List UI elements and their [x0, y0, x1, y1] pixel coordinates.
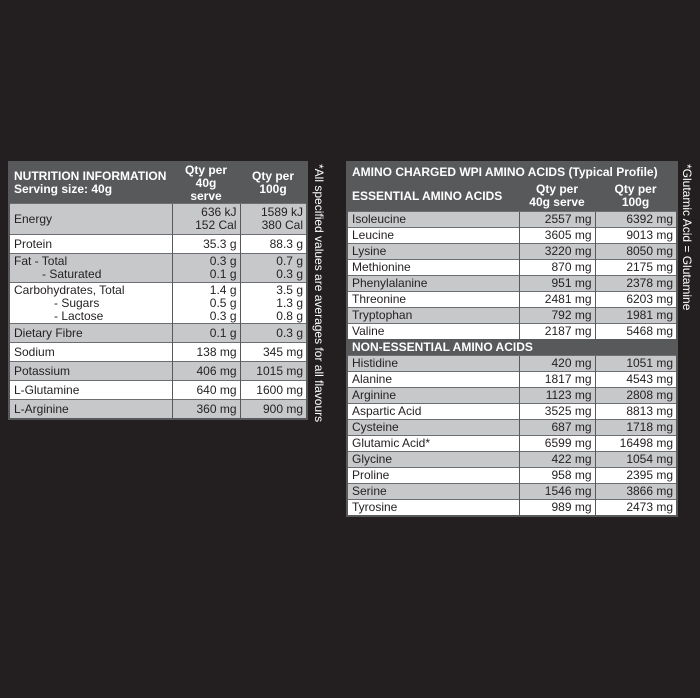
- nutrition-row: [10, 204, 306, 235]
- nutrient-per-100g: [240, 254, 306, 283]
- amino-col-per-serve-line: Qty per: [535, 182, 578, 196]
- nutrient-per-100g-line: 900 mg: [262, 401, 303, 416]
- amino-col-per-serve: [519, 181, 595, 212]
- nutrition-row: [10, 254, 306, 283]
- nutrient-name-line: Carbohydrates, Total: [14, 282, 125, 297]
- nutrient-name-stack: [14, 403, 168, 416]
- nutrition-row: [10, 343, 306, 362]
- nutrient-name-line: Energy: [14, 211, 53, 226]
- amino-row: [348, 244, 676, 260]
- nutrient-name: [10, 283, 172, 324]
- nutrient-per-serve-line: 0.3 g: [209, 308, 237, 323]
- nutrient-name-stack: [14, 384, 168, 397]
- amino-per-serve: 958 mg: [519, 468, 595, 484]
- nutrition-col-per-serve-line: 40g: [195, 175, 217, 190]
- amino-per-serve: 2557 mg: [519, 212, 595, 228]
- nutrient-name: [10, 204, 172, 235]
- nutrition-col-per-100g-line: 100g: [259, 182, 287, 196]
- amino-per-100g: 2395 mg: [595, 468, 676, 484]
- nutrient-per-100g-line: 1.3 g: [276, 295, 303, 310]
- amino-row: [348, 260, 676, 276]
- amino-table: [348, 163, 676, 515]
- amino-row: [348, 484, 676, 500]
- nutrient-per-100g: [240, 400, 306, 419]
- nutrient-per-serve: [172, 343, 240, 362]
- nutrition-row: [10, 235, 306, 254]
- amino-row: [348, 452, 676, 468]
- nutrient-per-serve-stack: [177, 284, 237, 323]
- amino-per-100g: 1051 mg: [595, 356, 676, 372]
- essential-title: ESSENTIAL AMINO ACIDS: [348, 181, 519, 212]
- nutrition-title-cell: [10, 163, 172, 204]
- nutrient-per-100g-line: 1015 mg: [256, 363, 303, 378]
- nutrition-header-row: [10, 163, 306, 204]
- nutrient-per-serve-line: 640 mg: [196, 382, 237, 397]
- nutrient-per-serve-stack: [177, 206, 237, 232]
- nutrition-row: [10, 324, 306, 343]
- amino-name: Proline: [348, 468, 519, 484]
- amino-per-serve: 3605 mg: [519, 228, 595, 244]
- amino-col-per-100g-stack: [599, 183, 672, 209]
- nutrient-per-100g: [240, 381, 306, 400]
- amino-name: Serine: [348, 484, 519, 500]
- nutrient-per-serve-stack: [177, 384, 237, 397]
- nutrient-per-100g-stack: [245, 346, 304, 359]
- amino-name: Leucine: [348, 228, 519, 244]
- nutrient-per-serve: [172, 362, 240, 381]
- amino-name: Phenylalanine: [348, 276, 519, 292]
- nutrient-per-serve-line: 1.4 g: [209, 282, 237, 297]
- nutrient-per-100g-line: 345 mg: [262, 344, 303, 359]
- nutrient-per-serve: [172, 235, 240, 254]
- nutrient-name-line: - Sugars: [54, 295, 100, 310]
- nutrition-col-per-serve-line: serve: [190, 188, 222, 203]
- amino-per-100g: 1718 mg: [595, 420, 676, 436]
- amino-name: Histidine: [348, 356, 519, 372]
- amino-name: Aspartic Acid: [348, 404, 519, 420]
- nutrient-per-serve-stack: [177, 346, 237, 359]
- nutrient-per-100g-stack: [245, 403, 304, 416]
- nutrition-col-per-serve-line: Qty per: [184, 162, 227, 177]
- amino-per-serve: 687 mg: [519, 420, 595, 436]
- amino-name: Arginine: [348, 388, 519, 404]
- nutrient-per-100g-stack: [245, 284, 304, 323]
- amino-panel: [346, 161, 678, 517]
- amino-row: [348, 276, 676, 292]
- amino-per-serve: 3220 mg: [519, 244, 595, 260]
- nutrient-per-100g-line: 0.8 g: [276, 308, 303, 323]
- amino-per-100g: 3866 mg: [595, 484, 676, 500]
- nutrient-per-100g-line: 0.3 g: [276, 325, 303, 340]
- nutrient-per-100g-line: 88.3 g: [269, 236, 303, 251]
- amino-per-100g: 4543 mg: [595, 372, 676, 388]
- amino-per-100g: 6203 mg: [595, 292, 676, 308]
- nutrition-row: [10, 283, 306, 324]
- nutrient-per-100g-stack: [245, 327, 304, 340]
- nutrition-col-per-serve: [172, 163, 240, 204]
- nutrition-row: [10, 381, 306, 400]
- amino-per-100g: 16498 mg: [595, 436, 676, 452]
- nutrient-per-serve-line: 636 kJ: [201, 205, 237, 219]
- nutrient-name-stack: [14, 213, 168, 226]
- nutrient-name-line: Protein: [14, 236, 53, 251]
- nutrient-name-line: Fat - Total: [14, 254, 68, 268]
- serving-size: Serving size: 40g: [14, 182, 113, 196]
- amino-name: Methionine: [348, 260, 519, 276]
- amino-per-serve: 1123 mg: [519, 388, 595, 404]
- amino-per-serve: 1546 mg: [519, 484, 595, 500]
- amino-row: [348, 436, 676, 452]
- nutrient-per-100g-line: 1589 kJ: [260, 205, 303, 219]
- nutrient-name: [10, 400, 172, 419]
- nutrient-per-100g: [240, 343, 306, 362]
- nutrient-name-line: - Saturated: [42, 267, 102, 281]
- nutrient-name: [10, 343, 172, 362]
- amino-per-serve: 2481 mg: [519, 292, 595, 308]
- nutrient-per-100g: [240, 362, 306, 381]
- nutrient-name-line: L-Glutamine: [14, 382, 80, 397]
- nutrient-name-stack: [14, 238, 168, 251]
- amino-row: [348, 468, 676, 484]
- amino-per-serve: 420 mg: [519, 356, 595, 372]
- amino-name: Tyrosine: [348, 500, 519, 516]
- amino-per-100g: 6392 mg: [595, 212, 676, 228]
- amino-row: [348, 324, 676, 340]
- nutrient-name-stack: [14, 284, 168, 323]
- nutrition-table: [10, 163, 306, 418]
- amino-per-serve: 870 mg: [519, 260, 595, 276]
- nutrient-name-line: - Lactose: [54, 308, 104, 323]
- amino-per-100g: 2808 mg: [595, 388, 676, 404]
- amino-name: Tryptophan: [348, 308, 519, 324]
- nutrient-per-serve-line: 0.3 g: [209, 254, 237, 268]
- nutrient-per-serve-stack: [177, 403, 237, 416]
- amino-row: [348, 404, 676, 420]
- amino-name: Alanine: [348, 372, 519, 388]
- nutrient-per-100g-stack: [245, 365, 304, 378]
- nutrition-col-per-100g: [240, 163, 306, 204]
- nutrient-per-100g-stack: [245, 384, 304, 397]
- nutrient-name: [10, 381, 172, 400]
- amino-col-per-100g-line: Qty per: [614, 182, 657, 196]
- nutrient-per-serve-line: 0.1 g: [209, 325, 237, 340]
- amino-per-100g: 5468 mg: [595, 324, 676, 340]
- amino-per-serve: 6599 mg: [519, 436, 595, 452]
- amino-name: Valine: [348, 324, 519, 340]
- nutrient-per-100g-stack: [245, 238, 304, 251]
- nutrient-per-serve: [172, 204, 240, 235]
- nutrient-per-100g-line: 380 Cal: [261, 218, 303, 232]
- nutrient-name: [10, 324, 172, 343]
- amino-per-serve: 422 mg: [519, 452, 595, 468]
- nutrient-per-100g: [240, 324, 306, 343]
- amino-name: Glutamic Acid*: [348, 436, 519, 452]
- amino-col-per-100g-line: 100g: [621, 195, 650, 209]
- nutrient-per-serve: [172, 283, 240, 324]
- nutrient-per-serve-stack: [177, 238, 237, 251]
- nutrient-name-stack: [14, 327, 168, 340]
- nutrient-per-serve-line: 406 mg: [196, 363, 237, 378]
- nutrient-per-serve: [172, 254, 240, 283]
- nutrition-col-per-100g-stack: [244, 170, 302, 196]
- amino-row: [348, 292, 676, 308]
- amino-per-100g: 1981 mg: [595, 308, 676, 324]
- nutrition-panel: [8, 161, 308, 420]
- amino-row: [348, 212, 676, 228]
- amino-per-100g: 2473 mg: [595, 500, 676, 516]
- nutrient-per-100g-stack: [245, 206, 304, 232]
- amino-name: Threonine: [348, 292, 519, 308]
- amino-title: AMINO CHARGED WPI AMINO ACIDS (Typical Profile): [348, 163, 676, 181]
- nutrient-per-serve-stack: [177, 327, 237, 340]
- nutrient-per-serve-stack: [177, 255, 237, 281]
- nutrition-col-per-serve-stack: [176, 164, 236, 203]
- amino-row: [348, 500, 676, 516]
- amino-row: [348, 372, 676, 388]
- amino-title-row: [348, 163, 676, 181]
- amino-col-per-serve-line: 40g serve: [529, 195, 585, 209]
- nutrient-name-line: Sodium: [14, 344, 55, 359]
- nutrient-name: [10, 235, 172, 254]
- amino-name: Glycine: [348, 452, 519, 468]
- nutrient-per-serve: [172, 381, 240, 400]
- nutrition-title: [14, 170, 168, 196]
- amino-name: Cysteine: [348, 420, 519, 436]
- nutrient-per-100g-line: 1600 mg: [256, 382, 303, 397]
- amino-name: Lysine: [348, 244, 519, 260]
- nutrient-name-line: Potassium: [14, 363, 71, 378]
- nutrient-name: [10, 362, 172, 381]
- nutrient-per-100g-line: 0.3 g: [276, 267, 303, 281]
- amino-name: Isoleucine: [348, 212, 519, 228]
- nutrient-per-100g: [240, 283, 306, 324]
- nutrient-per-100g-line: 3.5 g: [276, 282, 303, 297]
- nutrient-name-line: L-Arginine: [14, 401, 69, 416]
- essential-header-row: [348, 181, 676, 212]
- nonessential-title: NON-ESSENTIAL AMINO ACIDS: [348, 339, 676, 356]
- nutrition-heading: NUTRITION INFORMATION: [14, 169, 167, 183]
- nutrient-name-line: Dietary Fibre: [14, 325, 83, 340]
- amino-per-100g: 2175 mg: [595, 260, 676, 276]
- nutrient-per-serve: [172, 400, 240, 419]
- amino-col-per-serve-stack: [523, 183, 591, 209]
- nutrient-name-stack: [14, 346, 168, 359]
- amino-per-serve: 989 mg: [519, 500, 595, 516]
- nutrient-per-serve-line: 0.5 g: [209, 295, 237, 310]
- nutrient-per-serve-line: 35.3 g: [203, 236, 237, 251]
- nutrition-note: *All specified values are averages for all flavours: [312, 164, 326, 423]
- amino-row: [348, 308, 676, 324]
- amino-row: [348, 228, 676, 244]
- nutrient-per-serve: [172, 324, 240, 343]
- nutrition-col-per-100g-line: Qty per: [251, 169, 294, 183]
- nutrient-per-serve-line: 138 mg: [196, 344, 237, 359]
- amino-per-serve: 1817 mg: [519, 372, 595, 388]
- nutrient-per-serve-line: 360 mg: [196, 401, 237, 416]
- nutrient-per-serve-stack: [177, 365, 237, 378]
- amino-per-serve: 3525 mg: [519, 404, 595, 420]
- amino-row: [348, 420, 676, 436]
- nutrition-row: [10, 400, 306, 419]
- nutrient-per-serve-line: 0.1 g: [209, 267, 237, 281]
- nutrient-per-100g-stack: [245, 255, 304, 281]
- nutrient-per-100g: [240, 235, 306, 254]
- nonessential-header-row: [348, 339, 676, 356]
- amino-per-serve: 951 mg: [519, 276, 595, 292]
- amino-per-100g: 2378 mg: [595, 276, 676, 292]
- amino-row: [348, 356, 676, 372]
- nutrient-name: [10, 254, 172, 283]
- amino-note: *Glutamic Acid = Glutamine: [680, 164, 694, 311]
- nutrient-per-100g-line: 0.7 g: [276, 254, 303, 268]
- nutrient-name-stack: [14, 255, 168, 281]
- nutrient-per-100g: [240, 204, 306, 235]
- nutrient-name-stack: [14, 365, 168, 378]
- amino-per-serve: 2187 mg: [519, 324, 595, 340]
- amino-per-serve: 792 mg: [519, 308, 595, 324]
- amino-per-100g: 9013 mg: [595, 228, 676, 244]
- amino-row: [348, 388, 676, 404]
- amino-col-per-100g: [595, 181, 676, 212]
- amino-per-100g: 8813 mg: [595, 404, 676, 420]
- nutrition-row: [10, 362, 306, 381]
- amino-per-100g: 8050 mg: [595, 244, 676, 260]
- amino-per-100g: 1054 mg: [595, 452, 676, 468]
- nutrient-per-serve-line: 152 Cal: [195, 218, 237, 232]
